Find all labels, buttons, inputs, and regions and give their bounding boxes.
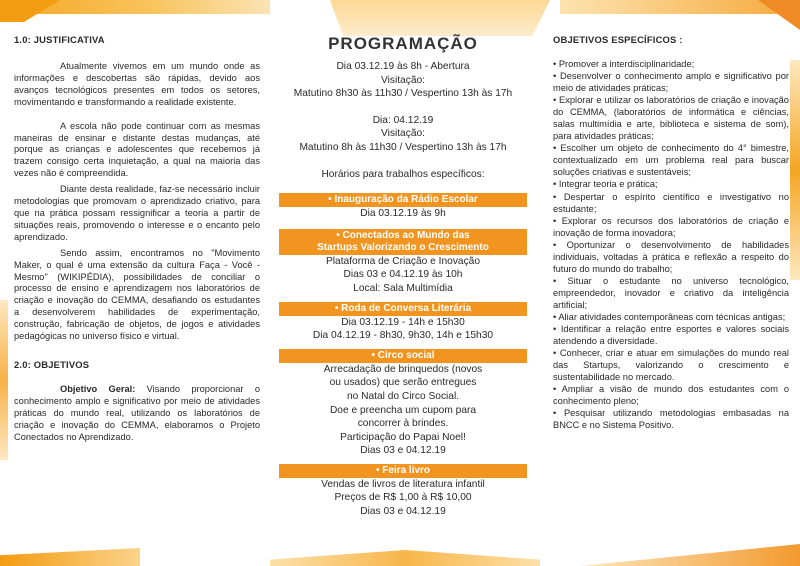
event-circo-line4: Doe e preencha um cupom para xyxy=(329,404,477,416)
objetivo-geral-paragraph xyxy=(14,384,260,444)
list-item: • Identificar a relação entre esportes e valores sociais atendendo a diversidade. xyxy=(553,323,789,347)
event-startups-title-line1: • Conectados ao Mundo das xyxy=(336,229,470,241)
event-circo-line1: Arrecadação de brinquedos (novos xyxy=(323,363,483,375)
list-item: • Conhecer, criar e atuar em simulações do mundo real das Startups, valorizando o crescimento e sustentabilidade no mercado. xyxy=(553,347,789,383)
event-startups-title xyxy=(279,229,527,255)
objetivo-geral-text: Visando proporcionar o conhecimento amplo e significativo por meio de atividades práticas do mundo real, utilizando os laboratórios de criação e inovação do CEMMA, elaboramos o Projeto Conectados no Aprendizado. xyxy=(14,383,260,442)
event-startups-platform: Plataforma de Criação e Inovação xyxy=(325,255,481,267)
list-item: • Desenvolver o conhecimento amplo e significativo por meio de atividades práticas; xyxy=(553,70,789,94)
event-literaria-day2: Dia 04.12.19 - 8h30, 9h30, 14h e 15h30 xyxy=(312,330,494,342)
list-item: • Integrar teoria e prática; xyxy=(553,178,789,190)
specific-schedule-heading: Horários para trabalhos específicos: xyxy=(321,168,485,180)
justificativa-paragraph-4: Sendo assim, encontramos no "Movimento Maker, o qual é uma extensão da cultura Faça - Você - Mesmo" (WIKIPÉDIA), possibilidades de conciliar o processo de ensino e aprendizagem nos laboratórios de criação e inovação do CEMMA, desafiando os estudantes a desenvolverem habilidades de experimentação, construção, fabricação de objetos, de jogos e atividades pedagógicas no universo físico e virtual. xyxy=(14,247,260,342)
event-feira-dates: Dias 03 e 04.12.19 xyxy=(360,506,446,518)
justificativa-title: 1.0: JUSTIFICATIVA xyxy=(14,34,105,45)
list-item: • Aliar atividades contemporâneas com técnicas antigas; xyxy=(553,311,789,323)
list-item: • Situar o estudante no universo tecnológico, empreendedor, inovador e criativo da inteligência artificial; xyxy=(553,275,789,311)
event-literaria-title: • Roda de Conversa Literária xyxy=(279,302,527,316)
event-literaria-day1: Dia 03.12.19 - 14h e 15h30 xyxy=(341,316,465,328)
justificativa-paragraph-2: A escola não pode continuar com as mesmas maneiras de ensinar e distante destas mudanças, até porque as crianças e adolescentes que recebemos já trazem consigo certa inquietação, a qual na maioria das vezes não é compreendida. xyxy=(14,120,260,179)
day1-visit-hours: Matutino 8h30 às 11h30 / Vespertino 13h às 17h xyxy=(293,88,513,100)
list-item: • Explorar e utilizar os laboratórios de criação e inovação do CEMMA, (laboratórios de informática e ciências, salas multimídia e arte, biblioteca e sistema de som), para atividades práticas; xyxy=(553,94,789,142)
decor-stripe-right-edge xyxy=(790,60,800,280)
event-radio-date: Dia 03.12.19 às 9h xyxy=(360,208,446,220)
event-circo-title: • Circo social xyxy=(279,349,527,363)
objetivo-geral-label: Objetivo Geral: xyxy=(60,383,136,394)
event-feira-title: • Feira livro xyxy=(279,464,527,478)
event-circo-line3: no Natal do Circo Social. xyxy=(346,390,460,402)
justificativa-paragraph-1: Atualmente vivemos em um mundo onde as informações e descobertas são rápidas, devido aos avanços tecnológicos presentes em todos os setores, movimentando e transformando a realidade existente. xyxy=(14,61,260,107)
event-radio-title: • Inauguração da Rádio Escolar xyxy=(279,193,527,207)
objetivos-especificos-title: OBJETIVOS ESPECÍFICOS : xyxy=(553,34,683,45)
list-item: • Explorar os recursos dos laboratórios de criação e inovação de forma inovadora; xyxy=(553,215,789,239)
decor-stripe-left-edge xyxy=(0,300,8,460)
list-item: • Pesquisar utilizando metodologias embasadas na BNCC e no Sistema Positivo. xyxy=(553,407,789,431)
programacao-column xyxy=(283,0,523,566)
justificativa-column xyxy=(14,0,260,566)
event-feira-prices: Preços de R$ 1,00 à R$ 10,00 xyxy=(334,492,472,504)
objetivos-especificos-column xyxy=(553,0,789,566)
day1-visit-label: Visitação: xyxy=(381,74,425,86)
objetivos-title: 2.0: OBJETIVOS xyxy=(14,358,90,370)
list-item: • Escolher um objeto de conhecimento do 4° bimestre, contextualizado em um problema real para buscar soluções criativas e sustentáveis; xyxy=(553,142,789,178)
list-item: • Oportunizar o desenvolvimento de habilidades individuais, voltadas à prática e reflexão a respeito do futuro do mundo do trabalho; xyxy=(553,239,789,275)
event-startups-location: Local: Sala Multimídia xyxy=(353,282,453,294)
day2-visit-label: Visitação: xyxy=(381,128,425,140)
objetivos-especificos-list xyxy=(553,58,789,431)
event-circo-dates: Dias 03 e 04.12.19 xyxy=(360,445,446,457)
day1-opening: Dia 03.12.19 às 8h - Abertura xyxy=(336,61,470,72)
event-circo-line2: ou usados) que serão entregues xyxy=(329,377,477,389)
event-circo-line5: concorrer à brindes. xyxy=(357,418,449,430)
event-circo-line6: Participação do Papai Noel! xyxy=(340,431,466,443)
event-startups-title-line2: Startups Valorizando o Crescimento xyxy=(317,241,489,253)
day2-date: Dia: 04.12.19 xyxy=(372,114,434,126)
list-item: • Despertar o espírito científico e investigativo no estudante; xyxy=(553,191,789,215)
programacao-title: PROGRAMAÇÃO xyxy=(328,34,478,53)
justificativa-paragraph-3: Diante desta realidade, faz-se necessário incluir metodologias que promovam o aprendizado criativo, para que na prática possam ressignificar a teoria a partir de situações reais, promovendo o interesse e o encanto pelo aprendizado. xyxy=(14,184,260,242)
event-startups-dates: Dias 03 e 04.12.19 às 10h xyxy=(343,269,463,281)
list-item: • Promover a interdisciplinaridade; xyxy=(553,58,789,70)
day2-visit-hours: Matutino 8h às 11h30 / Vespertino 13h às 17h xyxy=(299,141,507,153)
list-item: • Ampliar a visão de mundo dos estudantes com o conhecimento pleno; xyxy=(553,383,789,407)
event-feira-line1: Vendas de livros de literatura infantil xyxy=(321,478,485,490)
